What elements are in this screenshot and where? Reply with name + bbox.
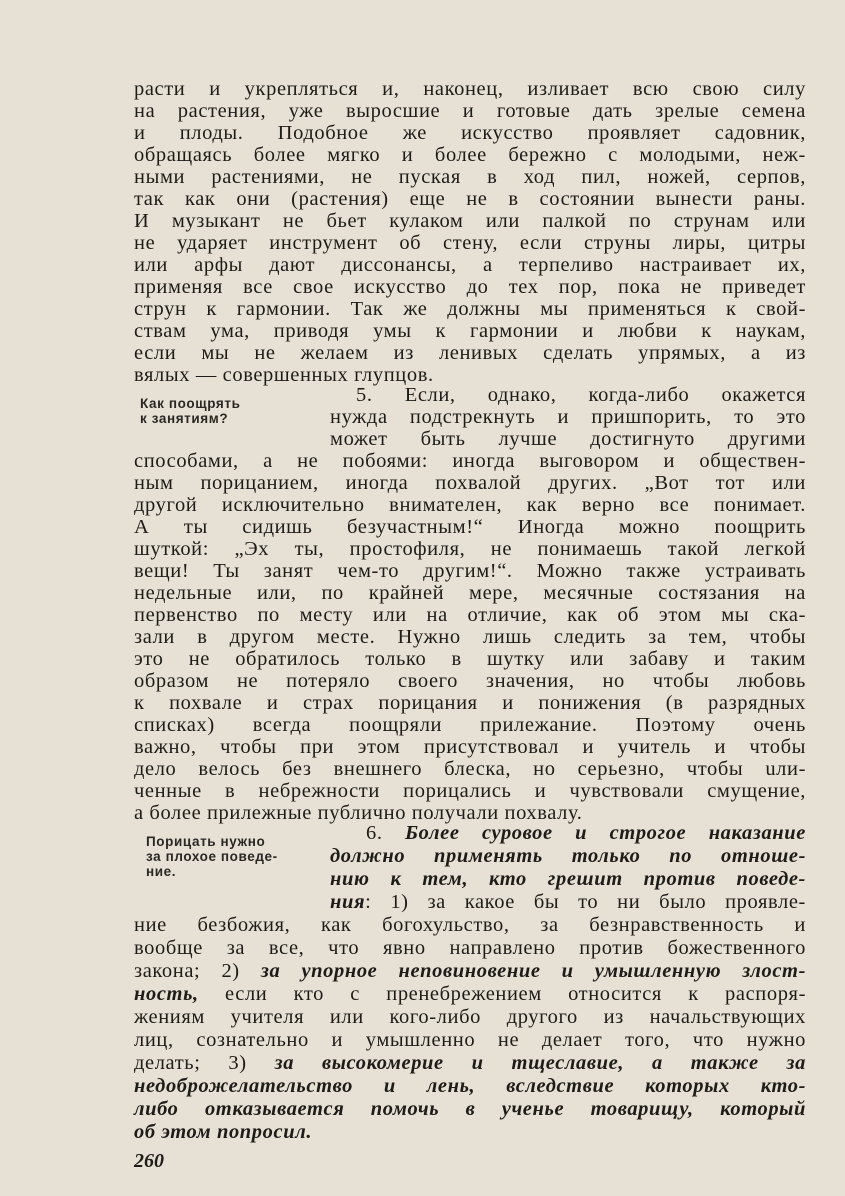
text-line: если мы не желаем из ленивых сделать упрямых, а из — [134, 342, 806, 364]
plain-text: закона; 2) — [134, 960, 261, 982]
plain-text: : 1) за какое бы то ни было проявле- — [365, 891, 806, 913]
margin-note-line: за плохое поведе- — [146, 849, 278, 864]
text-line: применяя все свое искусство до тех пор, пока не приведет — [134, 276, 806, 298]
text-line: ние безбожия, как богохульство, за безнравственность и — [134, 914, 806, 936]
margin-note-reprimand — [146, 834, 278, 879]
text-line: списках) всегда поощряли прилежание. Поэтому очень — [134, 714, 806, 736]
italic-text: должно применять только по отноше- — [330, 845, 806, 867]
text-line: образом не потеряло своего значения, но чтобы любовь — [134, 670, 806, 692]
text-line: дело велось без внешнего блеска, но серьезно, чтобы uли- — [134, 758, 806, 780]
margin-note-line: Порицать нужно — [146, 834, 266, 849]
text-line — [366, 822, 806, 844]
text-line: жениям учителя или кого-либо другого из начальствующих — [134, 1006, 806, 1028]
text-line: шуткой: „Эх ты, простофиля, не понимаешь такой легкой — [134, 538, 806, 560]
page-number: 260 — [134, 1150, 164, 1172]
text-line: нужда подстрекнуть и пришпорить, то это — [330, 406, 806, 428]
text-line: лиц, сознательно и умышленно не делает того, что нужно — [134, 1029, 806, 1051]
text-line: а более прилежные публично получали похвалу. — [134, 802, 583, 824]
text-line: это не обратилось только в шутку или забаву и таким — [134, 648, 806, 670]
text-line: 5. Если, однако, когда-либо окажется — [356, 384, 806, 406]
text-line: ченные в небрежности порицались и чувствовали смущение, — [134, 780, 806, 802]
text-line: струн к гармонии. Так же должны мы применяться к свой- — [134, 298, 806, 320]
text-line: вялых — совершенных глупцов. — [134, 364, 434, 386]
text-line: и плоды. Подобное же искусство проявляет садовник, — [134, 122, 806, 144]
text-line: расти и укрепляться и, наконец, изливает всю свою силу — [134, 78, 806, 100]
text-line: ными растениями, не пуская в ход пил, ножей, серпов, — [134, 166, 806, 188]
text-line: так как они (растения) еще не в состоянии вынести раны. — [134, 188, 806, 210]
italic-text: Более суровое и строгое наказание — [405, 822, 806, 844]
text-line: не ударяет инструмент об стену, если струны лиры, цитры — [134, 232, 806, 254]
italic-text: за высокомерие и тщеславие, а также за — [274, 1052, 806, 1074]
text-line: к похвале и страх порицания и понижения (в разрядных — [134, 692, 806, 714]
text-line: обращаясь более мягко и более бережно с молодыми, неж- — [134, 144, 806, 166]
plain-text: если кто с пренебрежением относится к распоря- — [198, 983, 806, 1005]
text-line — [134, 960, 806, 982]
text-line: может быть лучше достигнуто другими — [330, 428, 806, 450]
text-line — [134, 1075, 806, 1097]
text-line: И музыкант не бьет кулаком или палкой по струнам или — [134, 210, 806, 232]
text-line — [330, 845, 806, 867]
text-line: на растения, уже выросшие и готовые дать зрелые семена — [134, 100, 806, 122]
italic-text: за упорное неповиновение и умышленную злост- — [260, 960, 807, 982]
text-line: другой исключительно внимателен, как верно все понимает. — [134, 494, 806, 516]
italic-text: нию к тем, кто грешит против поведе- — [330, 868, 806, 890]
text-line: вообще за все, что явно направлено против божественного — [134, 937, 806, 959]
italic-text: ния — [330, 891, 366, 913]
text-line: важно, чтобы при этом присутствовал и учитель и чтобы — [134, 736, 806, 758]
section-number: 6. — [366, 822, 406, 844]
text-line — [134, 1121, 806, 1143]
text-line — [330, 891, 806, 913]
text-line — [134, 1052, 806, 1074]
text-line: или арфы дают диссонансы, а терпеливо настраивает их, — [134, 254, 806, 276]
text-line: вещи! Ты занят чем-то другим!“. Можно также устраивать — [134, 560, 806, 582]
text-line — [330, 868, 806, 890]
margin-note-line: ние. — [146, 864, 177, 879]
margin-note-line: Как поощрять — [140, 396, 241, 411]
text-line: ствам ума, приводя умы к гармонии и любви к наукам, — [134, 320, 806, 342]
text-line: первенство по месту или на отличие, как об этом мы ска- — [134, 604, 806, 626]
text-line: А ты сидишь безучастным!“ Иногда можно поощрить — [134, 516, 806, 538]
text-line: зали в другом месте. Нужно лишь следить за тем, чтобы — [134, 626, 806, 648]
italic-text: либо отказывается помочь в ученье товарищу, который — [134, 1098, 806, 1120]
italic-text: ность, — [134, 983, 199, 1005]
italic-text: недоброжелательство и лень, вследствие которых кто- — [134, 1075, 806, 1097]
text-line — [134, 1098, 806, 1120]
text-line — [134, 983, 806, 1005]
margin-note-line: к занятиям? — [140, 411, 229, 426]
text-line: ным порицанием, иногда похвалой других. „Вот тот или — [134, 472, 806, 494]
plain-text: делать; 3) — [134, 1052, 275, 1074]
text-line: недельные или, по крайней мере, месячные состязания на — [134, 582, 806, 604]
italic-text: об этом попросил. — [134, 1121, 313, 1143]
margin-note-encourage — [140, 396, 241, 426]
text-line: способами, а не побоями: иногда выговором и обществен- — [134, 450, 806, 472]
